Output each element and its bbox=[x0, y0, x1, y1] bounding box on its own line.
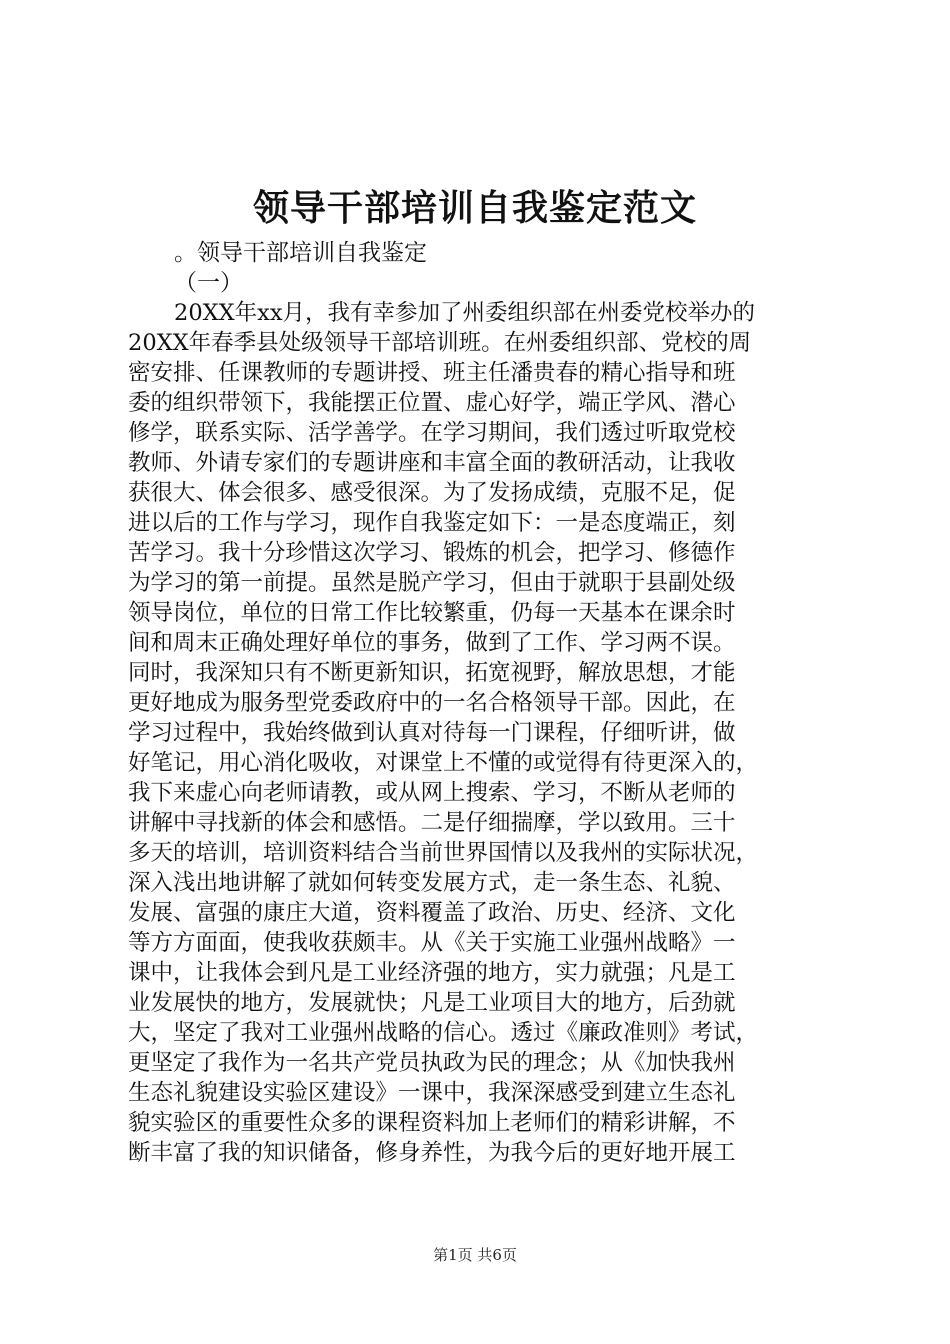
text-line: 讲解中寻找新的体会和感悟。二是仔细揣摩，学以致用。三十 bbox=[128, 810, 736, 836]
section-number: （一） bbox=[174, 270, 243, 296]
text-line: 修学，联系实际、活学善学。在学习期间，我们透过听取党校 bbox=[128, 420, 736, 446]
text-line: 发展、富强的康庄大道，资料覆盖了政治、历史、经济、文化 bbox=[128, 900, 736, 926]
text-line: 多天的培训，培训资料结合当前世界国情以及我州的实际状况， bbox=[128, 840, 759, 866]
text-line: 貌实验区的重要性众多的课程资料加上老师们的精彩讲解，不 bbox=[128, 1110, 736, 1136]
text-line: 领导岗位，单位的日常工作比较繁重，仍每一天基本在课余时 bbox=[128, 600, 736, 626]
text-line: 教师、外请专家们的专题讲座和丰富全面的教研活动，让我收 bbox=[128, 450, 736, 476]
text-line: 课中，让我体会到凡是工业经济强的地方，实力就强；凡是工 bbox=[128, 960, 736, 986]
document-subtitle: 。领导干部培训自我鉴定 bbox=[174, 240, 427, 266]
document-title: 领导干部培训自我鉴定范文 bbox=[252, 187, 697, 229]
text-line: 大，坚定了我对工业强州战略的信心。透过《廉政准则》考试， bbox=[128, 1020, 759, 1046]
text-line: 20XX年春季县处级领导干部培训班。在州委组织部、党校的周 bbox=[128, 330, 752, 356]
text-line: 委的组织带领下，我能摆正位置、虚心好学，端正学风、潜心 bbox=[128, 390, 736, 416]
text-line: 密安排、任课教师的专题讲授、班主任潘贵春的精心指导和班 bbox=[128, 360, 736, 386]
text-line: 同时，我深知只有不断更新知识，拓宽视野，解放思想，才能 bbox=[128, 660, 736, 686]
text-line: 断丰富了我的知识储备，修身养性，为我今后的更好地开展工 bbox=[128, 1140, 736, 1166]
text-line: 获很大、体会很多、感受很深。为了发扬成绩，克服不足，促 bbox=[128, 480, 736, 506]
text-line: 学习过程中，我始终做到认真对待每一门课程，仔细听讲，做 bbox=[128, 720, 736, 746]
body-paragraph bbox=[128, 298, 848, 1168]
text-line: 间和周末正确处理好单位的事务，做到了工作、学习两不误。 bbox=[128, 630, 736, 656]
text-line: 等方方面面，使我收获颇丰。从《关于实施工业强州战略》一 bbox=[128, 930, 736, 956]
text-line: 20XX年xx月，我有幸参加了州委组织部在州委党校举办的 bbox=[174, 300, 756, 326]
text-line: 深入浅出地讲解了就如何转变发展方式，走一条生态、礼貌、 bbox=[128, 870, 736, 896]
text-line: 好笔记，用心消化吸收，对课堂上不懂的或觉得有待更深入的， bbox=[128, 750, 759, 776]
text-line: 我下来虚心向老师请教，或从网上搜索、学习，不断从老师的 bbox=[128, 780, 736, 806]
text-line: 更坚定了我作为一名共产党员执政为民的理念；从《加快我州 bbox=[128, 1050, 736, 1076]
page-footer: 第1页 共6页 bbox=[433, 1246, 517, 1264]
text-line: 为学习的第一前提。虽然是脱产学习，但由于就职于县副处级 bbox=[128, 570, 736, 596]
text-line: 生态礼貌建设实验区建设》一课中，我深深感受到建立生态礼 bbox=[128, 1080, 736, 1106]
text-line: 更好地成为服务型党委政府中的一名合格领导干部。因此，在 bbox=[128, 690, 736, 716]
text-line: 业发展快的地方，发展就快；凡是工业项目大的地方，后劲就 bbox=[128, 990, 736, 1016]
text-line: 苦学习。我十分珍惜这次学习、锻炼的机会，把学习、修德作 bbox=[128, 540, 736, 566]
text-line: 进以后的工作与学习，现作自我鉴定如下：一是态度端正，刻 bbox=[128, 510, 736, 536]
